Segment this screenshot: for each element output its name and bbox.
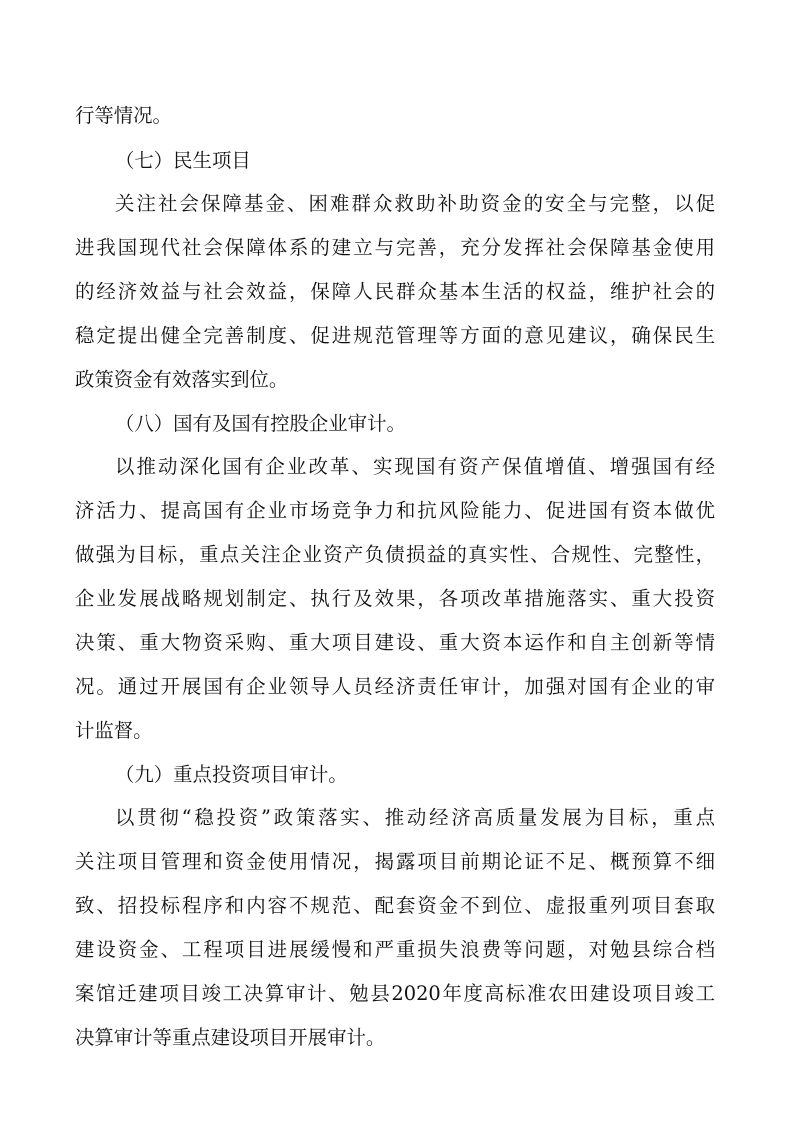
paragraph-line: 计监督。 [75,719,153,742]
paragraph-line: 以推动深化国有企业改革、实现国有资产保值增值、增强国有经 [115,455,715,478]
paragraph-line: 政策资金有效落实到位。 [75,368,289,391]
paragraph-line: 济活力、提高国有企业市场竞争力和抗风险能力、促进国有资本做优 [75,499,715,522]
paragraph-line: 做强为目标，重点关注企业资产负债损益的真实性、合规性、完整性， [75,543,715,566]
paragraph-line: 关注社会保障基金、困难群众救助补助资金的安全与完整，以促 [115,192,715,215]
paragraph-line: 稳定提出健全完善制度、促进规范管理等方面的意见建议，确保民生 [75,324,715,347]
paragraph-line: 进我国现代社会保障体系的建立与完善，充分发挥社会保障基金使用 [75,236,715,259]
section-heading-8: （八）国有及国有控股企业审计。 [115,412,406,435]
paragraph-line: 决策、重大物资采购、重大项目建设、重大资本运作和自主创新等情 [75,631,715,654]
section-heading-9: （九）重点投资项目审计。 [115,763,348,786]
paragraph-line: 致、招投标程序和内容不规范、配套资金不到位、虚报重列项目套取 [75,894,715,917]
paragraph-line: 的经济效益与社会效益，保障人民群众基本生活的权益，维护社会的 [75,280,715,303]
paragraph-line: 关注项目管理和资金使用情况，揭露项目前期论证不足、概预算不细 [75,850,715,873]
section-heading-7: （七）民生项目 [115,149,251,172]
paragraph-line: 况。通过开展国有企业领导人员经济责任审计，加强对国有企业的审 [75,675,715,698]
paragraph-line: 以贯彻“稳投资”政策落实、推动经济高质量发展为目标，重点 [115,806,715,829]
paragraph-line: 建设资金、工程项目进展缓慢和严重损失浪费等问题，对勉县综合档 [75,938,715,961]
paragraph-line: 行等情况。 [75,104,172,127]
paragraph-line: 决算审计等重点建设项目开展审计。 [75,1026,386,1049]
paragraph-line: 企业发展战略规划制定、执行及效果，各项改革措施落实、重大投资 [75,587,715,610]
paragraph-line: 案馆迁建项目竣工决算审计、勉县2020年度高标准农田建设项目竣工 [75,982,715,1005]
